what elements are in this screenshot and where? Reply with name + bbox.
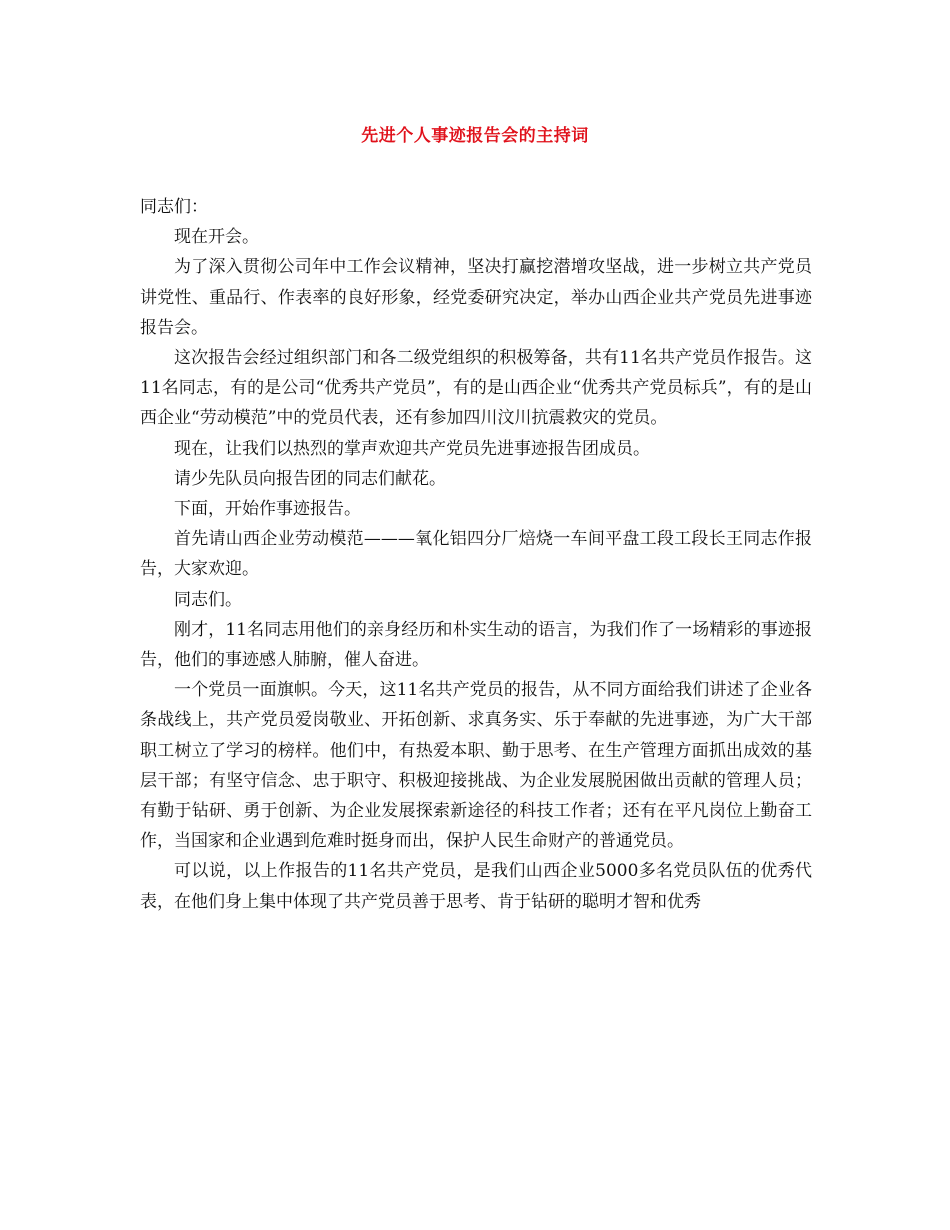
paragraph: 首先请山西企业劳动模范———氧化铝四分厂焙烧一车间平盘工段工段长王同志作报告，大家欢迎。 (140, 529, 812, 580)
paragraph: 下面，开始作事迹报告。 (174, 499, 361, 520)
document-body (140, 192, 812, 917)
paragraph: 同志们。 (174, 589, 242, 610)
paragraph: 刚才，11名同志用他们的亲身经历和朴实生动的语言，为我们作了一场精彩的事迹报告，他们的事迹感人肺腑，催人奋进。 (140, 619, 812, 671)
paragraph: 现在，让我们以热烈的掌声欢迎共产党员先进事迹报告团成员。 (174, 438, 650, 459)
paragraph: 请少先队员向报告团的同志们献花。 (174, 468, 446, 489)
document-title: 先进个人事迹报告会的主持词 (361, 126, 589, 146)
paragraph: 现在开会。 (174, 227, 259, 248)
paragraph: 这次报告会经过组织部门和各二级党组织的积极筹备，共有11名共产党员作报告。这11名同志，有的是公司“优秀共产党员”，有的是山西企业“优秀共产党员标兵”，有的是山西企业“劳动模范”中的党员代表，还有参加四川汶川抗震救灾的党员。 (140, 348, 812, 429)
paragraph: 可以说，以上作报告的11名共产党员，是我们山西企业5000多名党员队伍的优秀代表，在他们身上集中体现了共产党员善于思考、肯于钻研的聪明才智和优秀 (140, 861, 812, 912)
paragraph: 为了深入贯彻公司年中工作会议精神，坚决打赢挖潜增攻坚战，进一步树立共产党员讲党性、重品行、作表率的良好形象，经党委研究决定，举办山西企业共产党员先进事迹报告会。 (140, 257, 812, 338)
paragraph: 一个党员一面旗帜。今天，这11名共产党员的报告，从不同方面给我们讲述了企业各条战线上，共产党员爱岗敬业、开拓创新、求真务实、乐于奉献的先进事迹，为广大干部职工树立了学习的榜样。他们中，有热爱本职、勤于思考、在生产管理方面抓出成效的基层干部；有坚守信念、忠于职守、积极迎接挑战、为企业发展脱困做出贡献的管理人员；有勤于钻研、勇于创新、为企业发展探索新途径的科技工作者；还有在平凡岗位上勤奋工作，当国家和企业遇到危难时挺身而出，保护人民生命财产的普通党员。 (140, 680, 812, 852)
salutation: 同志们： (140, 197, 208, 217)
